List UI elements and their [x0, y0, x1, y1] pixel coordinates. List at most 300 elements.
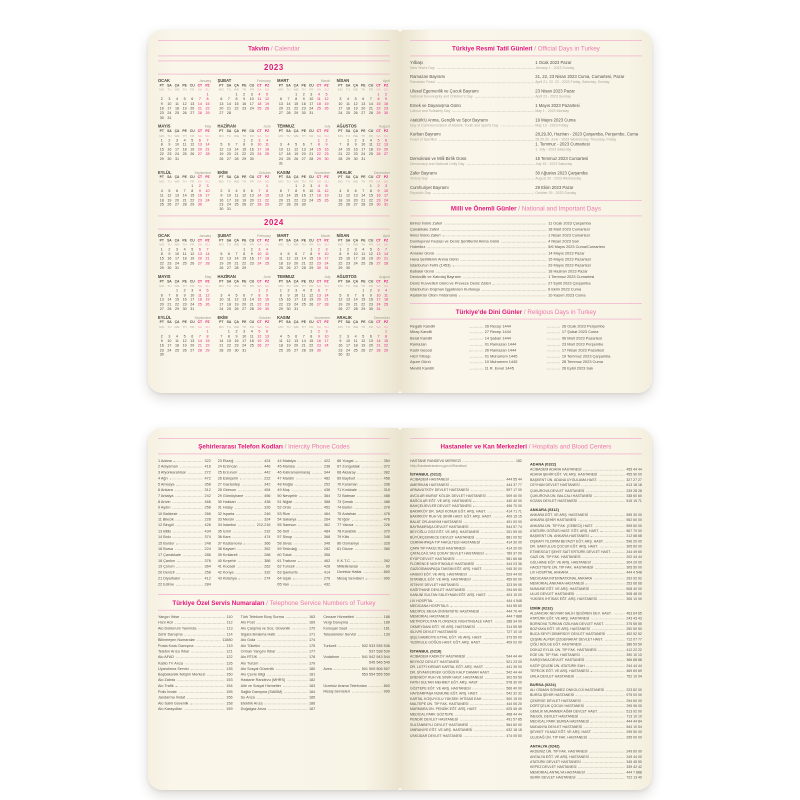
item-label: CERRAHPAŞA TIP FAKÜLTESİ HASTANESİ [410, 541, 481, 546]
dotted-leader [277, 652, 307, 653]
day-cell: 3 [243, 330, 246, 334]
dotted-leader [593, 733, 624, 734]
day-cell: 25 [368, 152, 373, 157]
item-label: 18 Çankırı [158, 559, 176, 563]
item-label: 11 Bilecik [158, 518, 174, 522]
item-value: 119 [226, 644, 233, 648]
dotted-leader [207, 675, 224, 676]
day-cell: 17 [249, 102, 254, 107]
item-label: ACIBADEM KADIKÖY HASTANESİ [410, 655, 466, 659]
item-label: MEDİPOL MEGA ÜNİVERSİTE HASTANESİ [410, 609, 480, 614]
day-cell: 10 [294, 293, 299, 298]
day-cell: 18 [361, 257, 366, 261]
holiday-date-tr: 30 Ağustos 2023 Çarşamba [535, 171, 588, 176]
item-value: 515 15 71 [626, 499, 642, 504]
day-cell: 8 [346, 143, 350, 148]
day-cell: 19 [309, 298, 314, 303]
weekday-label: CT [197, 238, 203, 243]
holiday-name-en [410, 191, 535, 196]
dotted-leader [483, 699, 504, 700]
day-cell: 3 [295, 289, 298, 293]
phone-code-row [277, 582, 330, 588]
weekday-label: ÇA [293, 238, 299, 243]
item-value: 251 59 00 [506, 530, 522, 535]
weekday-label: CT [376, 238, 381, 243]
dotted-leader [355, 526, 381, 527]
dotted-leader [488, 496, 505, 497]
dotted-leader [198, 629, 224, 630]
weekday-label: CT [257, 279, 262, 284]
weekday-label: SA [257, 325, 262, 330]
dotted-leader [595, 526, 624, 527]
day-cell: 19 [167, 198, 172, 203]
weekday-label: WE [353, 284, 359, 289]
item-label: KARTAL KOŞUYOLU YÜKSEK İHTİSAS EAH [410, 697, 482, 701]
dotted-leader [239, 555, 262, 556]
day-cell: 23 [338, 348, 343, 353]
day-cell: 12 [286, 339, 291, 344]
day-cell: 2 [287, 289, 290, 293]
item-label: Ücretsiz Arama Telefonları [323, 684, 368, 688]
dotted-leader [582, 656, 625, 657]
day-cell: 26 [242, 203, 247, 207]
day-cell: 30 [249, 157, 254, 162]
item-label: HASTANE RANDEVU MERKEZİ [410, 459, 461, 463]
holiday-date-tr: 23 Nisan 2023 Pazar [535, 89, 575, 94]
day-cell: 16 [316, 257, 321, 261]
item-label: BAĞCILAR EĞT. VE ARŞ. HASTANESİ [410, 499, 472, 504]
day-cell: 31 [324, 266, 329, 271]
day-cell: 13 [294, 339, 299, 344]
national-day-date: 14 Mayıs 2023 Pazar [548, 251, 585, 256]
day-cell: 24 [324, 344, 329, 348]
dotted-leader [296, 479, 322, 480]
item-value: 185 [308, 695, 316, 700]
weekday-label: PE [182, 83, 187, 88]
day-cell: 21 [353, 302, 358, 307]
national-day-date: 27 Eylül 2023 Çarşamba [548, 281, 591, 286]
weekday-label: FR [368, 134, 373, 138]
religious-day-date: 28 Temmuz 2023 Cuma [561, 360, 603, 365]
item-label: BEYKOZ DEVLET HASTANESİ [410, 660, 460, 665]
weekday-label: WE [293, 134, 299, 138]
weekday-label: TH [361, 284, 366, 289]
day-cell: 9 [265, 293, 269, 298]
dotted-leader [463, 461, 514, 462]
day-cell: 20 [249, 198, 254, 203]
item-value: 253 66 66 [626, 581, 642, 586]
day-cell: 27 [301, 157, 306, 162]
day-cell: 17 [167, 106, 172, 111]
weekday-label: FR [249, 179, 254, 184]
day-cell: 25 [264, 152, 270, 157]
day-cell: 26 [190, 261, 195, 266]
day-cell: 25 [316, 106, 321, 111]
day-cell: 8 [243, 252, 246, 257]
item-value: 314 55 55 [506, 625, 522, 630]
weekday-label: TH [182, 284, 187, 289]
day-cell: 30 [353, 157, 358, 162]
day-cell [263, 266, 271, 271]
services-column [241, 615, 316, 713]
item-value: 326 [264, 506, 271, 511]
month-name-en: September [194, 316, 212, 321]
dotted-leader [296, 567, 322, 568]
item-value: 567 70 00 [626, 529, 642, 534]
day-cell: 1 [206, 330, 209, 334]
item-label: EYÜP DEVLET HASTANESİ [410, 557, 455, 561]
item-value: 800 [383, 684, 390, 688]
day-cell: 5 [168, 189, 171, 193]
day-cell: 28 [286, 203, 291, 207]
day-cell: 3 [339, 97, 342, 102]
item-value: 182 [308, 678, 316, 683]
holiday-name [410, 75, 535, 85]
day-cell: 22 [205, 344, 210, 348]
weekday-label: ÇA [353, 279, 359, 284]
weekday-label: FR [190, 243, 195, 247]
weekday-label: PE [360, 320, 366, 325]
item-value: 177 [308, 649, 316, 654]
day-cell: 24 [345, 348, 351, 353]
day-cell: 4 [176, 97, 179, 102]
day-cell: 14 [249, 298, 254, 303]
dotted-leader [365, 578, 381, 579]
day-cell: 7 [302, 252, 305, 257]
day-cell: 22 [384, 344, 389, 348]
day-cell: 22 [257, 302, 262, 307]
item-label: 54 Sakarya [277, 518, 297, 522]
dotted-leader [358, 532, 382, 533]
day-cell: 1 [362, 289, 365, 293]
day-cell: 6 [279, 97, 282, 102]
weekday-label: CU [368, 279, 374, 284]
weekday-label: CT [197, 129, 203, 134]
weekday-label: PZ [205, 129, 210, 134]
day-cell: 7 [258, 189, 261, 193]
item-value: 900 [383, 689, 390, 694]
dotted-leader [237, 567, 262, 568]
month-header [158, 79, 211, 83]
day-cell: 10 [175, 143, 180, 148]
item-label: Cenaze Hizmetleri [323, 615, 354, 620]
day-cell [375, 157, 383, 162]
day-cell: 7 [250, 293, 253, 298]
weekday-label: SA [345, 175, 351, 180]
weekday-label: CT [257, 83, 262, 88]
item-value: 159 [226, 707, 233, 712]
item-label: CEYHAN DEVLET HASTANESİ [530, 483, 580, 488]
item-label: MARMARA ÜN. PENDİK EĞT. ARŞ. HAST. [410, 707, 478, 712]
month-header [277, 125, 330, 129]
weekday-label: CU [189, 83, 195, 88]
item-label: 68 Aksaray [337, 471, 356, 475]
day-cell: 26 [219, 157, 224, 162]
dotted-leader [492, 673, 505, 674]
weekday-label: PT [278, 129, 284, 134]
item-label: ÜSKÜDAR DEVLET HASTANESİ [410, 733, 463, 738]
item-value: 386 [264, 559, 271, 563]
item-value: 975 00 00 [626, 693, 642, 698]
dotted-leader [470, 704, 504, 705]
weekday-label: CT [376, 129, 381, 134]
item-value: 474 [264, 535, 271, 540]
day-cell: 23 [286, 302, 291, 307]
day-cell: 31 [167, 116, 172, 120]
dotted-leader [176, 485, 202, 486]
dotted-leader [182, 579, 202, 580]
day-cell: 30 [182, 307, 187, 312]
day-cell: 12 [324, 97, 329, 102]
day-cell: 11 [265, 143, 269, 148]
day-cell [233, 208, 241, 213]
dotted-leader [298, 561, 322, 562]
day-cell: 11 [257, 97, 262, 102]
official-days-list [410, 61, 642, 196]
day-cell: 20 [278, 198, 283, 203]
day-cell: 22 [264, 198, 270, 203]
month-name-tr: ARALIK [336, 315, 352, 321]
item-value: 440 40 00 [506, 499, 522, 504]
day-cell: 4 [176, 334, 179, 339]
item-label: İNEGÖL DEVLET HASTANESİ [530, 714, 579, 719]
dotted-leader [599, 599, 625, 600]
day-cell: 25 [286, 157, 291, 162]
item-value: 212 68 68 [626, 534, 642, 539]
item-label: ANTALYA EĞT. VE ARŞ. HASTANESİ [530, 755, 589, 759]
holiday-name-tr: Atatürk'ü Anma, Gençlik ve Spor Bayramı [410, 118, 489, 123]
day-cell: 5 [287, 334, 290, 339]
dotted-leader [463, 278, 546, 279]
item-label: KOZAN DEVLET HASTANESİ [530, 499, 578, 504]
day-cell: 12 [376, 143, 381, 148]
day-cell: 21 [309, 152, 314, 157]
dotted-leader [436, 272, 547, 273]
day-cell: 27 [175, 203, 180, 207]
phone-codes-page [148, 428, 400, 790]
day-cell: 19 [294, 152, 299, 157]
item-value: 404 15 00 [506, 593, 522, 598]
month-calendar [218, 234, 271, 271]
dotted-leader [191, 669, 225, 670]
day-cell: 1 [235, 93, 238, 97]
day-grid [218, 330, 271, 353]
day-cell [196, 116, 204, 121]
item-label: GÖZTEPE EĞT. VE ARŞ. HASTANESİ [410, 686, 471, 691]
month-calendar [218, 316, 271, 353]
item-label: EGE ÜN. TIP FAK. HASTANESİ [530, 653, 580, 658]
day-cell: 23 [368, 302, 373, 307]
item-label: PENDİK DEVLET HASTANESİ [410, 718, 459, 722]
day-cell: 2 [160, 334, 163, 339]
day-cell: 20 [226, 152, 231, 157]
item-value: 175 [308, 644, 316, 648]
weekday-label: FR [368, 179, 373, 184]
day-cell: 20 [384, 148, 389, 152]
weekday-label: TU [345, 243, 351, 247]
day-cell: 5 [235, 293, 238, 298]
holiday-name-tr: Demokrasi ve Milli Birlik Günü [410, 156, 467, 162]
day-cell: 2 [317, 330, 320, 334]
day-cell: 28 [182, 203, 187, 207]
day-cell: 21 [182, 198, 187, 203]
day-cell: 19 [286, 261, 291, 266]
day-cell: 17 [324, 257, 329, 261]
day-cell: 22 [309, 261, 314, 266]
holiday-date-tr: 15 Temmuz 2023 Cumartesi [535, 156, 589, 162]
day-cell: 11 [317, 189, 321, 193]
day-cell: 7 [235, 143, 238, 148]
item-value: 466 [204, 500, 211, 505]
item-label: ATATÜRK EĞT. VE ARŞ. HASTANESİ [530, 616, 590, 621]
day-cell: 29 [190, 203, 195, 207]
dotted-leader [262, 646, 307, 647]
day-cell: 24 [384, 198, 389, 203]
item-value: 452 [323, 506, 331, 511]
item-label: Zehir Danışma [158, 632, 183, 637]
weekday-label: PE [301, 320, 306, 325]
item-label: 17 Çanakkale [158, 553, 181, 558]
dotted-leader [172, 502, 202, 503]
dotted-leader [470, 527, 504, 528]
day-cell: 23 [182, 302, 187, 307]
weekday-label: TU [226, 284, 232, 289]
day-cell: 31 [376, 307, 381, 312]
weekday-label: ÇA [174, 83, 180, 88]
weekday-label: CT [197, 83, 203, 88]
day-cell: 27 [345, 307, 351, 312]
day-cell: 26 [264, 106, 270, 111]
weekday-label: WE [353, 243, 359, 247]
day-cell: 30 [301, 111, 306, 116]
item-value: 327 27 27 [626, 478, 642, 483]
day-cell [323, 162, 331, 167]
item-label: 67 Zonguldak [337, 465, 360, 469]
day-cell: 27 [242, 307, 247, 312]
dotted-leader [576, 594, 624, 595]
day-cell [181, 116, 189, 121]
dotted-leader [238, 561, 263, 562]
dotted-leader [176, 526, 203, 527]
month-name-en: June [263, 275, 271, 280]
item-value: 113 [226, 626, 233, 631]
day-cell [204, 157, 212, 162]
month-header [337, 316, 390, 320]
day-cell: 28 [167, 307, 172, 312]
day-cell: 29 [257, 307, 262, 312]
item-value: 282 [323, 547, 331, 552]
day-cell: 28 [226, 111, 231, 116]
item-label: 74 Bartın [337, 506, 353, 511]
item-value: 183 [308, 684, 316, 689]
dotted-leader [469, 351, 482, 352]
day-cell: 20 [294, 344, 299, 348]
weekday-label: SU [324, 179, 329, 184]
religious-day-date: 19 Temmuz 2023 Çarşamba [561, 354, 611, 359]
weekday-label: MO [218, 179, 224, 184]
item-value: 800 [383, 570, 390, 575]
day-cell: 5 [369, 247, 372, 252]
dotted-leader [591, 722, 625, 723]
weekday-label: PE [241, 320, 247, 325]
weekday-label: WE [353, 134, 359, 138]
day-cell: 22 [345, 152, 351, 157]
day-cell: 17 [278, 152, 283, 157]
weekday-label: ÇA [293, 175, 299, 180]
weekday-label: PT [278, 83, 284, 88]
weekday-label: PT [159, 238, 164, 243]
national-day-name: Birinci İnönü Zaferi [410, 221, 443, 226]
month-name-tr: HAZİRAN [217, 124, 236, 129]
dotted-leader [235, 508, 263, 509]
item-label: Elektrik Arıza [240, 701, 263, 706]
item-label: OKMEYDANI EĞT. VE ARŞ. HASTANESİ [410, 625, 475, 630]
day-cell: 27 [264, 344, 270, 348]
dotted-leader [441, 230, 546, 231]
day-cell [196, 308, 204, 313]
day-cell: 25 [278, 348, 283, 353]
dotted-leader [357, 496, 382, 497]
day-cell: 16 [301, 193, 306, 198]
hospitals-column [410, 459, 522, 781]
weekday-label: SA [286, 279, 291, 284]
item-value: 295 96 00 [626, 704, 642, 709]
dotted-leader [590, 515, 625, 516]
weekday-label: SU [205, 88, 210, 93]
day-cell: 7 [377, 334, 380, 339]
item-value: 442 [264, 471, 271, 475]
item-label: 6 Ankara [158, 488, 173, 493]
item-label: Turkcell [323, 644, 337, 648]
item-label: URLA DEVLET HASTANESİ [530, 674, 575, 679]
item-label: ADANA ŞEHİR EĞT. VE ARŞ. HASTANESİ [530, 473, 598, 478]
day-cell: 13 [197, 252, 202, 257]
day-cell: 14 [353, 298, 358, 303]
weekday-label: MO [337, 325, 343, 330]
day-cell: 6 [346, 293, 350, 298]
day-cell [382, 353, 390, 358]
day-cell: 13 [316, 293, 321, 298]
item-value: 272 [204, 471, 211, 475]
month-calendar [158, 275, 211, 312]
day-cell: 2 [354, 138, 357, 143]
weekday-label: SU [383, 134, 389, 138]
day-cell: 23 [301, 198, 306, 203]
holiday-date-en: April 23 - 2023 Sunday [535, 94, 571, 99]
day-cell: 23 [345, 261, 351, 266]
day-cell: 12 [338, 298, 343, 303]
dotted-leader [613, 613, 624, 614]
dotted-leader [239, 579, 263, 580]
weekday-label: PZ [324, 320, 329, 325]
item-value: 328 [383, 541, 390, 546]
day-cell: 14 [368, 102, 373, 107]
item-value: 414 20 00 [506, 546, 522, 551]
weekday-label: CU [249, 279, 255, 284]
weekday-label: PE [182, 175, 187, 180]
item-label: BEYOĞLU GÖZ EĞT. VE ARŞ. HASTANESİ [410, 530, 480, 535]
day-cell: 26 [294, 157, 299, 162]
day-cell: 18 [338, 198, 343, 203]
item-value: 305 50 00 [626, 566, 642, 570]
item-value: 613 18 18 [626, 483, 642, 488]
day-cell: 18 [197, 298, 202, 303]
day-grid [218, 93, 271, 116]
holiday-name-en-text: New Year's Day [410, 65, 435, 70]
month-calendar [337, 125, 390, 162]
day-cell: 1 [265, 184, 269, 189]
religious-day-item [410, 366, 642, 372]
